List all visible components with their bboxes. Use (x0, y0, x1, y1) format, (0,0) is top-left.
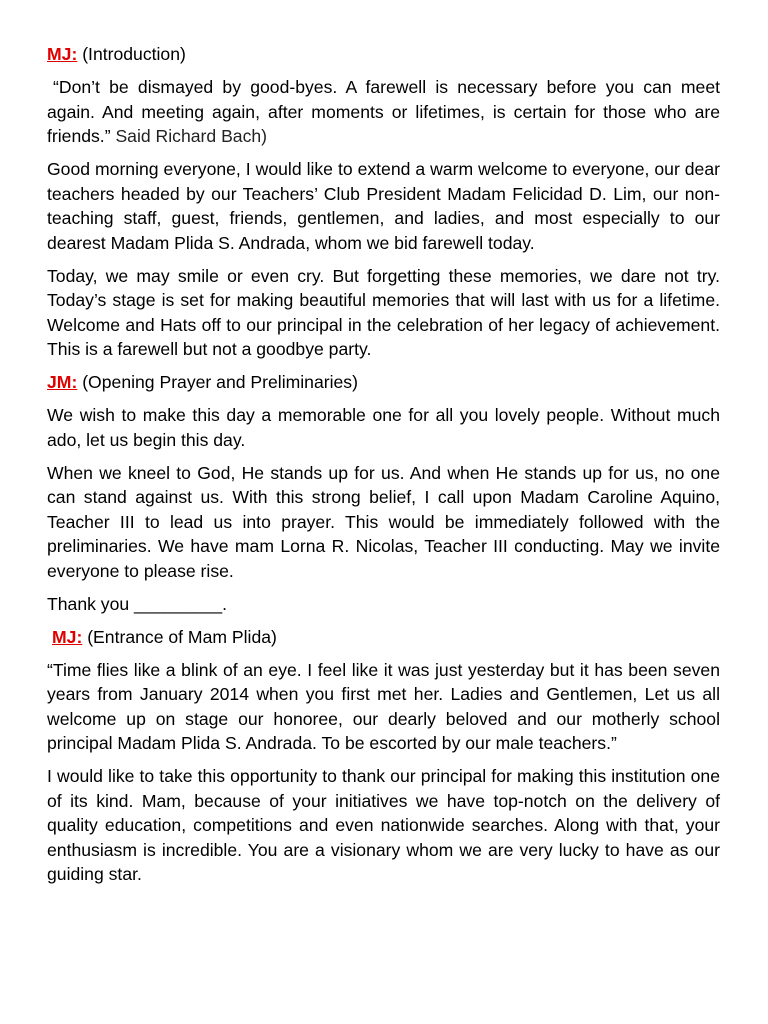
cue-text: (Entrance of Mam Plida) (82, 626, 277, 647)
speaker-cue-introduction (47, 42, 720, 67)
speaker-cue-opening-prayer (47, 370, 720, 395)
body-paragraph: Today, we may smile or even cry. But forgetting these memories, we dare not try. Today’s stage is set for making beautiful memories that will last with us for a lifetime. Welcome and Hats off to our principal in the celebration of her legacy of achievement. This is a farewell but not a goodbye party. (47, 265, 720, 359)
speaker-label-mj: MJ: (47, 44, 78, 64)
body-paragraph: I would like to take this opportunity to thank our principal for making this institution one of its kind. Mam, because of your initiatives we have top-notch on the delivery of quality education, competitions and even nationwide searches. Along with that, your enthusiasm is incredible. You are a visionary whom we are very lucky to have as our guiding star. (47, 766, 720, 884)
body-paragraph: Thank you _________. (47, 593, 227, 614)
quote-text: “Don’t be dismayed by good-byes. A farewell is necessary before you can meet again. And meeting again, after moments or lifetimes, is certain for those who are friends.” (47, 77, 720, 146)
document-page (47, 42, 720, 895)
cue-text: (Introduction) (77, 44, 186, 64)
speaker-cue-entrance (52, 625, 720, 650)
body-paragraph: “Time flies like a blink of an eye. I feel like it was just yesterday but it has been seven years from January 2014 when you first met her. Ladies and Gentlemen, Let us all welcome up on stage our honoree, our dearly beloved and our motherly school principal Madam Plida S. Andrada. To be escorted by our male teachers.” (47, 659, 720, 753)
quote-paragraph (47, 75, 720, 149)
body-paragraph: We wish to make this day a memorable one for all you lovely people. Without much ado, let us begin this day. (47, 405, 720, 450)
quote-attribution: Said Richard Bach) (110, 126, 268, 146)
body-paragraph: Good morning everyone, I would like to extend a warm welcome to everyone, our dear teachers headed by our Teachers’ Club President Madam Felicidad D. Lim, our non-teaching staff, guest, friends, gentlemen, and ladies, and most especially to our dearest Madam Plida S. Andrada, whom we bid farewell today. (47, 159, 720, 253)
cue-text: (Opening Prayer and Preliminaries) (77, 372, 358, 392)
speaker-label-mj: MJ: (52, 626, 83, 647)
speaker-label-jm: JM: (47, 372, 78, 392)
body-paragraph: When we kneel to God, He stands up for us. And when He stands up for us, no one can stand against us. With this strong belief, I call upon Madam Caroline Aquino, Teacher III to lead us into prayer. This would be immediately followed with the preliminaries. We have mam Lorna R. Nicolas, Teacher III conducting. May we invite everyone to please rise. (47, 462, 720, 581)
